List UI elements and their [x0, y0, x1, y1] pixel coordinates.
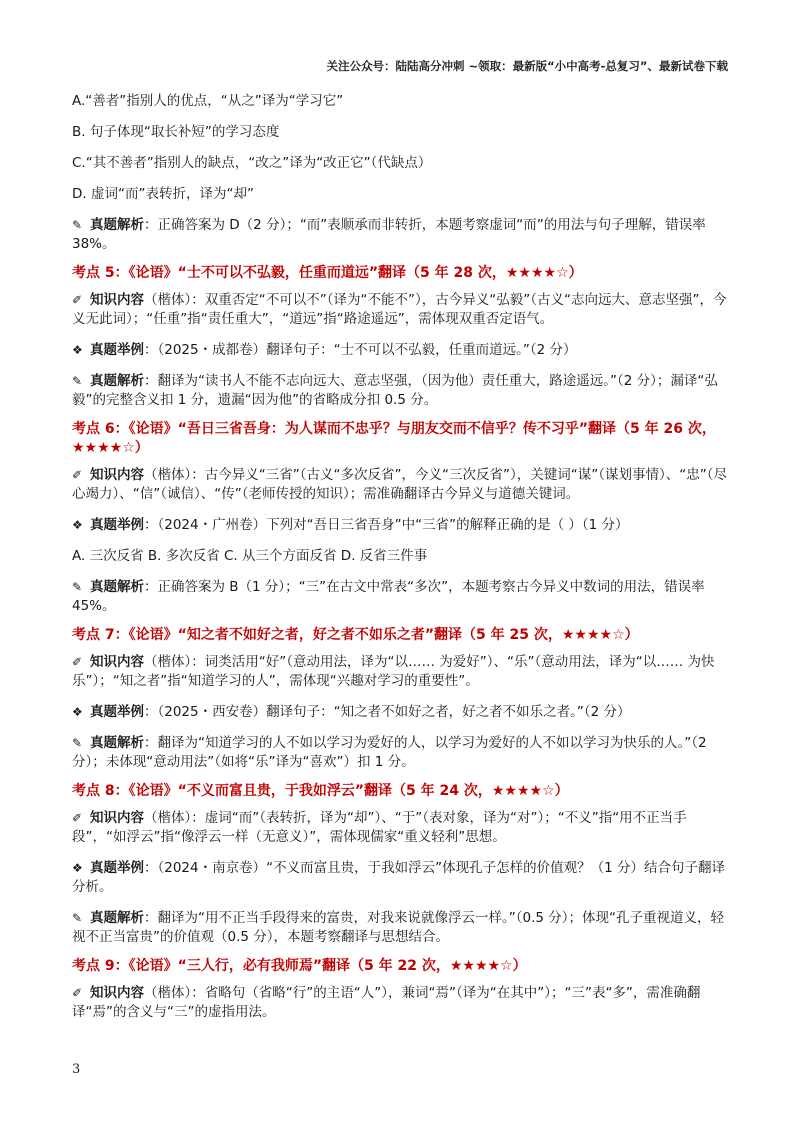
- example-text: ：（2024・广州卷）下列对“吾日三省吾身”中“三省”的解释正确的是（ ）（1 分）: [144, 517, 629, 533]
- example-label: 真题举例: [90, 860, 144, 876]
- example-label: 真题举例: [90, 517, 144, 533]
- pencil-icon: ✎: [72, 736, 83, 750]
- pencil-icon: ✎: [72, 580, 83, 594]
- kaodian-9-title: 考点 9：《论语》“三人行，必有我师焉”翻译（5 年 22 次，★★★★☆）: [72, 958, 527, 974]
- analysis-paragraph: [72, 909, 728, 947]
- page-header: 关注公众号：陆陆高分冲刺 ~领取：最新版“小中高考-总复习”、最新试卷下载: [326, 59, 728, 73]
- example-paragraph: [72, 859, 728, 897]
- page-number: 3: [72, 1062, 81, 1077]
- analysis-text: ：翻译为“读书人不能不志向远大、意志坚强，（因为他）责任重大，路途遥远。”（2 分）；漏译“弘毅”的完整含义扣 1 分，遗漏“因为他”的省略成分扣 0.5 分。: [72, 373, 718, 408]
- analysis-text: ：翻译为“知道学习的人不如以学习为爱好的人，以学习为爱好的人不如以学习为快乐的人。”（2 分）；未体现“意动用法”（如将“乐”译为“喜欢”）扣 1 分。: [72, 735, 707, 770]
- analysis-label: 真题解析: [90, 217, 144, 233]
- analysis-label: 真题解析: [90, 579, 144, 595]
- analysis-text: ：翻译为“用不正当手段得来的富贵，对我来说就像浮云一样。”（0.5 分）；体现“孔子重视道义，轻视不正当富贵”的价值观（0.5 分），本题考察翻译与思想结合。: [72, 910, 724, 945]
- analysis-label: 真题解析: [90, 910, 144, 926]
- analysis-label: 真题解析: [90, 373, 144, 389]
- pen-icon: ✐: [72, 986, 83, 1000]
- analysis-text: ：正确答案为 D（2 分）；“而”表顺承而非转折，本题考察虚词“而”的用法与句子理解，错误率 38%。: [72, 217, 706, 252]
- knowledge-label: 知识内容: [90, 292, 144, 308]
- example-label: 真题举例: [90, 704, 144, 720]
- knowledge-label: 知识内容: [90, 810, 144, 826]
- knowledge-label: 知识内容: [90, 654, 144, 670]
- knowledge-text: （楷体）：省略句（省略“行”的主语“人”），兼词“焉”（译为“在其中”）；“三”表“多”，需准确翻译“焉”的含义与“三”的虚指用法。: [72, 985, 701, 1020]
- analysis-label: 真题解析: [90, 735, 144, 751]
- knowledge-paragraph: [72, 291, 728, 329]
- diamond-icon: ❖: [72, 518, 83, 532]
- analysis-paragraph: [72, 216, 728, 254]
- knowledge-text: （楷体）：古今异义“三省”（古义“多次反省”，今义“三次反省”），关键词“谋”（谋划事情）、“忠”（尽心竭力）、“信”（诚信）、“传”（老师传授的知识）；需准确翻译古今异义与道德关键词。: [72, 467, 727, 502]
- pencil-icon: ✎: [72, 911, 83, 925]
- example-paragraph: [72, 516, 728, 535]
- knowledge-paragraph: [72, 984, 728, 1022]
- page-content: [72, 92, 728, 1022]
- example-label: 真题举例: [90, 342, 144, 358]
- knowledge-paragraph: [72, 653, 728, 691]
- knowledge-label: 知识内容: [90, 985, 144, 1001]
- knowledge-text: （楷体）：虚词“而”（表转折，译为“却”）、“于”（表对象，译为“对”）；“不义”指“用不正当手段”，“如浮云”指“像浮云一样（无意义）”，需体现儒家“重义轻利”思想。: [72, 810, 687, 845]
- diamond-icon: ❖: [72, 705, 83, 719]
- example-paragraph: [72, 703, 728, 722]
- example-text: ：（2025・西安卷）翻译句子：“知之者不如好之者，好之者不如乐之者。”（2 分）: [144, 704, 631, 720]
- option-c: C.“其不善者”指别人的缺点，“改之”译为“改正它”（代缺点）: [72, 155, 432, 171]
- option-d: D. 虚词“而”表转折，译为“却”: [72, 186, 254, 202]
- analysis-paragraph: [72, 734, 728, 772]
- analysis-paragraph: [72, 372, 728, 410]
- diamond-icon: ❖: [72, 861, 83, 875]
- knowledge-label: 知识内容: [90, 467, 144, 483]
- analysis-text: ：正确答案为 B（1 分）；“三”在古文中常表“多次”，本题考察古今异义中数词的用法，错误率 45%。: [72, 579, 705, 614]
- pencil-icon: ✎: [72, 374, 83, 388]
- pen-icon: ✐: [72, 468, 83, 482]
- knowledge-text: （楷体）：双重否定“不可以不”（译为“不能不”），古今异义“弘毅”（古义“志向远大、意志坚强”，今义无此词）；“任重”指“责任重大”，“道远”指“路途遥远”，需体现双重否定语气。: [72, 292, 727, 327]
- option-a: A.“善者”指别人的优点，“从之”译为“学习它”: [72, 93, 344, 109]
- knowledge-text: （楷体）：词类活用“好”（意动用法，译为“以…… 为爱好”）、“乐”（意动用法，译为“以…… 为快乐”）；“知之者”指“知道学习的人”，需体现“兴趣对学习的重要性”。: [72, 654, 715, 689]
- kaodian-6-title: 考点 6：《论语》“吾日三省吾身：为人谋而不忠乎？与朋友交而不信乎？传不习乎”翻译（5 年 26 次，★★★★☆）: [72, 421, 716, 456]
- diamond-icon: ❖: [72, 343, 83, 357]
- kaodian-7-title: 考点 7：《论语》“知之者不如好之者，好之者不如乐之者”翻译（5 年 25 次，★★★★☆）: [72, 627, 639, 643]
- kaodian-5-title: 考点 5：《论语》“士不可以不弘毅，任重而道远”翻译（5 年 28 次，★★★★☆）: [72, 265, 583, 281]
- pencil-icon: ✎: [72, 218, 83, 232]
- example-paragraph: [72, 341, 728, 360]
- knowledge-paragraph: [72, 809, 728, 847]
- example-options: A. 三次反省 B. 多次反省 C. 从三个方面反省 D. 反省三件事: [72, 548, 428, 564]
- example-text: ：（2024・南京卷）“不义而富且贵，于我如浮云”体现孔子怎样的价值观？（1 分）结合句子翻译分析。: [72, 860, 725, 895]
- kaodian-8-title: 考点 8：《论语》“不义而富且贵，于我如浮云”翻译（5 年 24 次，★★★★☆）: [72, 783, 569, 799]
- pen-icon: ✐: [72, 655, 83, 669]
- pen-icon: ✐: [72, 811, 83, 825]
- analysis-paragraph: [72, 578, 728, 616]
- pen-icon: ✐: [72, 293, 83, 307]
- example-text: ：（2025・成都卷）翻译句子：“士不可以不弘毅，任重而道远。”（2 分）: [144, 342, 577, 358]
- option-b: B. 句子体现“取长补短”的学习态度: [72, 124, 280, 140]
- knowledge-paragraph: [72, 466, 728, 504]
